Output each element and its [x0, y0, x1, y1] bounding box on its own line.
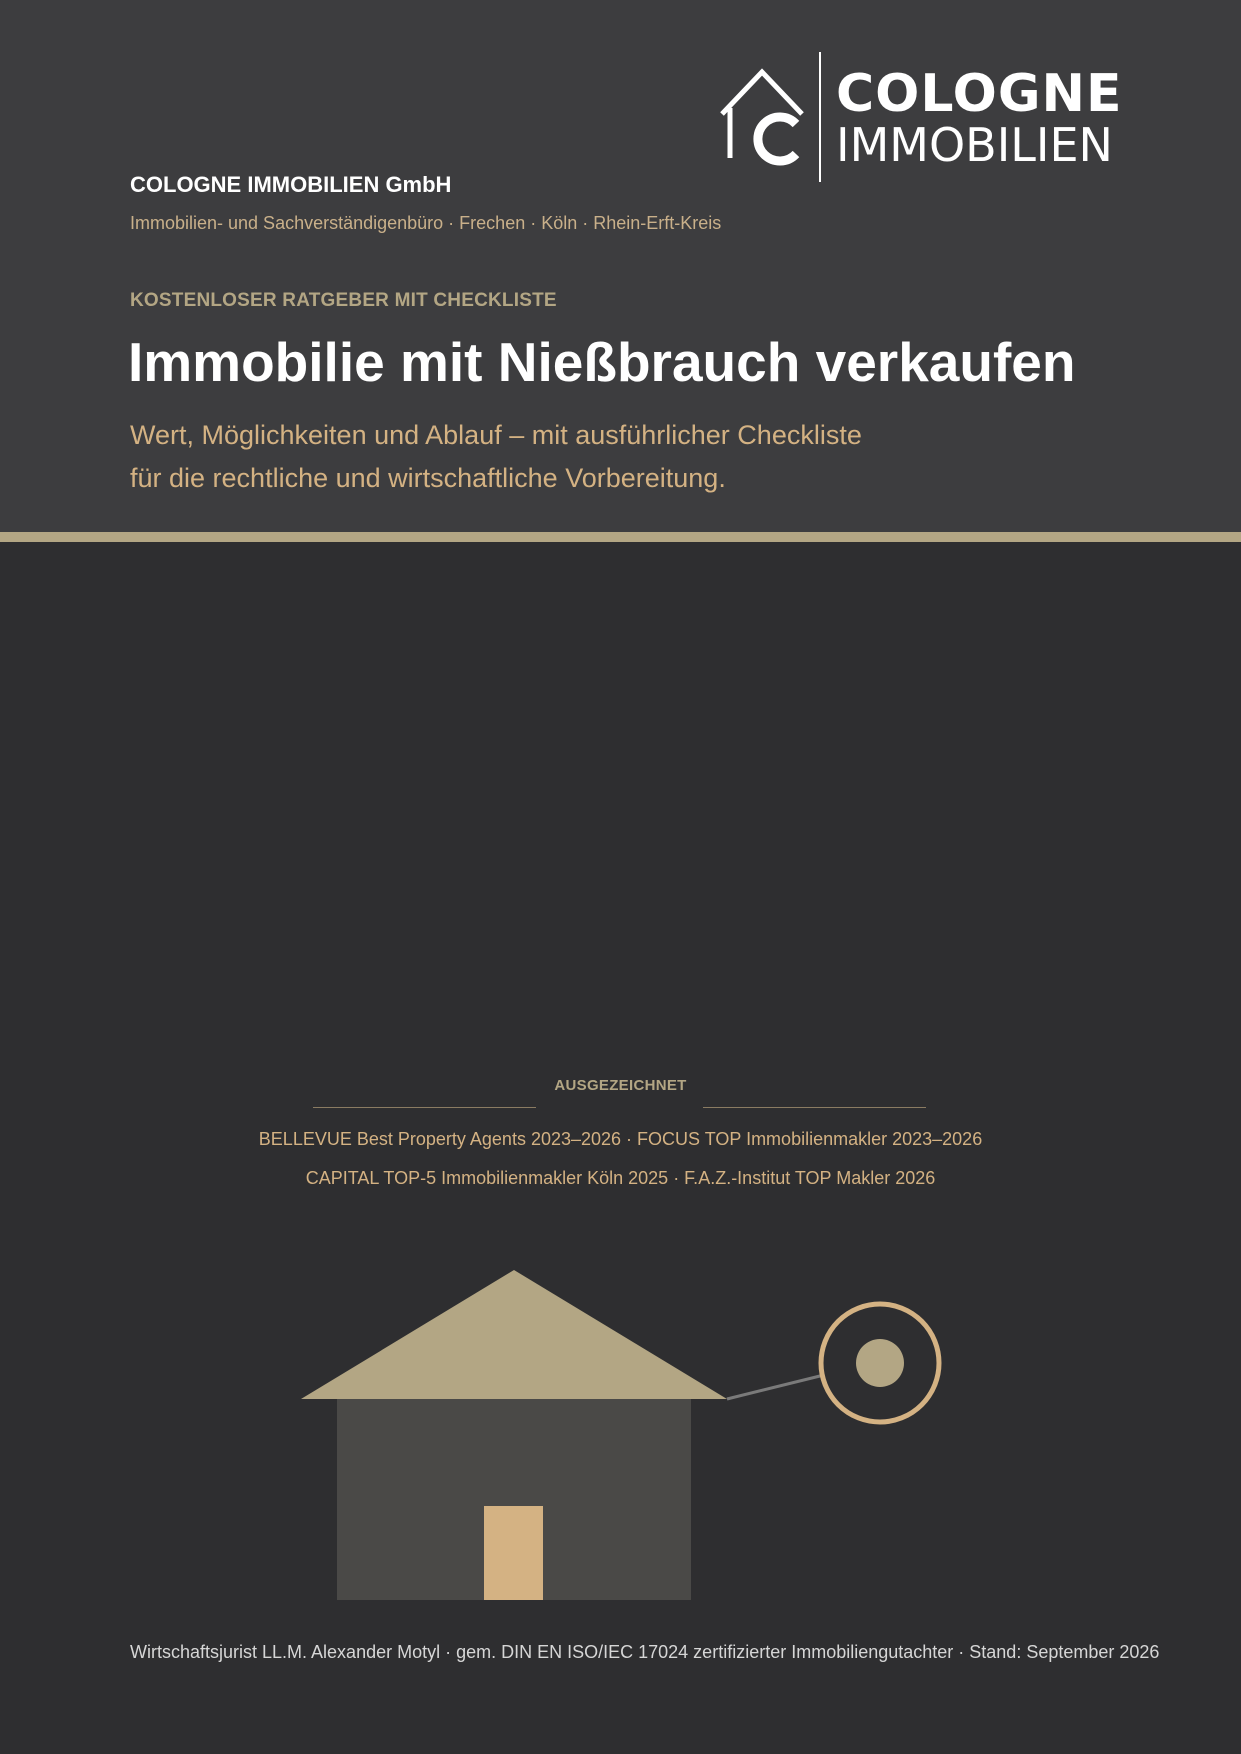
subtitle-line-1: Wert, Möglichkeiten und Ablauf – mit ausführlicher Checkliste	[130, 420, 862, 450]
awards-rule-left	[313, 1107, 536, 1108]
marker-dot	[856, 1339, 904, 1387]
connector-line	[727, 1375, 824, 1399]
footer-credentials: Wirtschaftsjurist LL.M. Alexander Motyl · gem. DIN EN ISO/IEC 17024 zertifizierter Immobiliengutachter · Stand: September 2026	[130, 1642, 1160, 1662]
company-logo	[716, 50, 1123, 184]
awards-line-1: BELLEVUE Best Property Agents 2023–2026 · FOCUS TOP Immobilienmakler 2023–2026	[258, 1129, 983, 1149]
logo-text-cologne: COLOGNE	[836, 64, 1123, 124]
gold-divider	[0, 532, 1241, 542]
page-title: Immobilie mit Nießbrauch verkaufen	[128, 331, 1076, 393]
house-illustration	[0, 1250, 1241, 1610]
company-name: COLOGNE IMMOBILIEN GmbH	[130, 172, 452, 197]
house-c-logo-icon	[716, 50, 816, 184]
house-roof	[301, 1270, 727, 1399]
subtitle-line-2: für die rechtliche und wirtschaftliche Vorbereitung.	[130, 463, 726, 493]
logo-divider	[819, 52, 821, 182]
awards-line-2: CAPITAL TOP-5 Immobilienmakler Köln 2025 · F.A.Z.-Institut TOP Makler 2026	[305, 1168, 936, 1188]
company-tagline: Immobilien- und Sachverständigenbüro · Frechen · Köln · Rhein-Erft-Kreis	[130, 213, 722, 233]
house-door	[484, 1506, 543, 1600]
awards-title: AUSGEZEICHNET	[554, 1077, 687, 1094]
guide-kicker: KOSTENLOSER RATGEBER MIT CHECKLISTE	[130, 290, 557, 311]
awards-rule-right	[703, 1107, 926, 1108]
logo-text-immobilien: IMMOBILIEN	[836, 118, 1113, 172]
